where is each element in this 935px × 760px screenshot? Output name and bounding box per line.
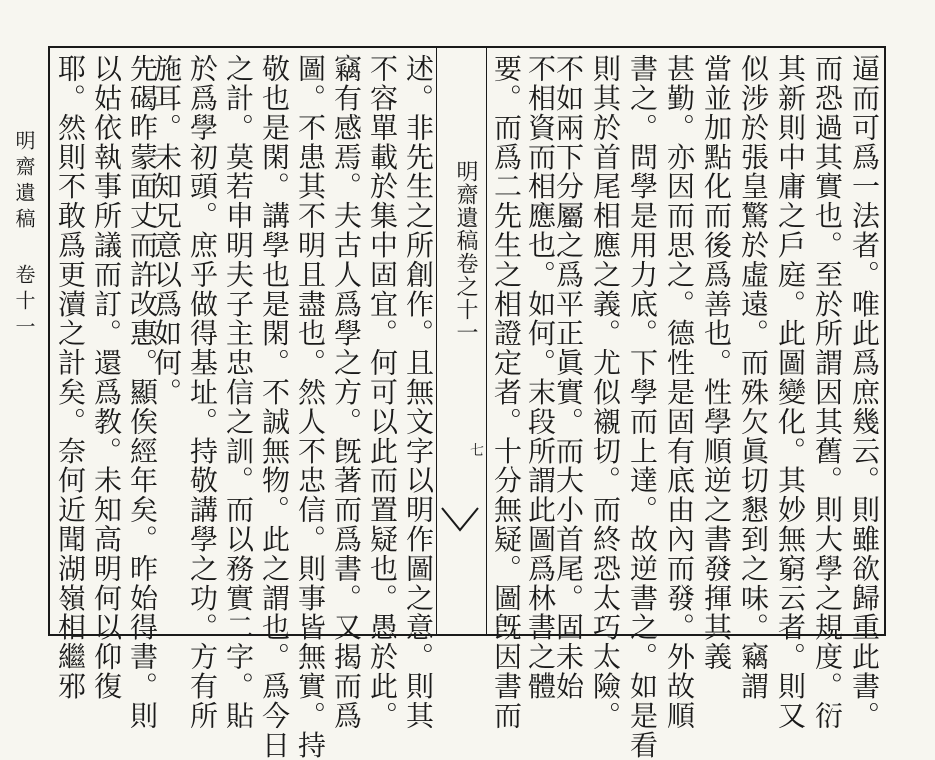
text-column: 述。非先生之所創作。且無文字以明作圖之意。則其	[402, 54, 435, 731]
text-column: 而恐過其實也。至於所謂因其舊。則大學之規度。衍	[811, 54, 844, 731]
text-column: 以姑依執事所議而訂。還爲教。未知高明何以仰復	[90, 54, 123, 701]
text-column: 則其於首尾相應之義。尤似襯切。而終恐太巧太險。	[589, 54, 622, 731]
text-column: 不容單載於集中固宜。何可以此而置疑也。愚於此。	[366, 54, 399, 731]
margin-header: 明齋遺稿 卷十一	[12, 130, 36, 342]
page-border-left	[48, 46, 50, 636]
text-column: 敬也是閑。講學也是閑。不誠無物。此之謂也。爲今日	[258, 54, 291, 760]
text-column: 逼而可爲一法者。唯此爲庶幾云。則雖欲歸重此書。	[848, 54, 881, 731]
fold-title: 明齋遺稿卷之十一	[453, 160, 478, 344]
text-column: 當並加點化而後爲善也。性學順逆之書發揮其義	[700, 54, 733, 672]
text-column: 似涉於張皇驚於虛遠。而殊欠眞切懇到之味。竊謂	[737, 54, 770, 701]
text-column: 圖。不患其不明且盡也。然人不忠信。則事皆無實。持	[294, 54, 327, 760]
fold-page-number: 七	[470, 443, 484, 459]
fold-line-right	[486, 46, 487, 636]
text-column: 竊有感焉。夫古人爲學之方。旣著而爲書。又揭而爲	[330, 54, 363, 731]
fishtail-ornament	[440, 500, 480, 540]
text-column: 不相資而相應也。如何。末段所謂此圖爲林書之體	[524, 54, 557, 701]
text-column: 之計。莫若申明夫子主忠信之訓。而以務實二字。貼	[222, 54, 255, 731]
text-column: 書之。問學是用力底。下學而上達。故逆書之。如是看	[626, 54, 659, 760]
page-border-right	[884, 46, 886, 636]
text-column: 耶。然則不敢爲更瀆之計矣。奈何近聞湖嶺相繼邪	[54, 54, 87, 701]
text-column: 要。而爲二先生之相證定者。十分無疑。圖旣因書而	[490, 54, 523, 731]
text-column: 不如兩下分屬之爲平正眞實。而大小首尾。固未始	[552, 54, 585, 701]
page-border-top	[48, 46, 886, 48]
text-column: 施耳。未知兄意以爲如何。	[150, 54, 183, 407]
text-column: 甚勤。亦因而思之。德性是固有底由內而發。外故順	[663, 54, 696, 731]
text-column: 於爲學初頭。庶乎做得基址。持敬講學之功。方有所	[186, 54, 219, 731]
fold-line-left	[436, 46, 437, 636]
text-column: 其新則中庸之戶庭。此圖變化。其妙無窮云者。則又	[774, 54, 807, 731]
text-column: 先碣昨蒙面丈而許改惠。顯俟經年矣。昨始得書。則	[126, 54, 159, 731]
